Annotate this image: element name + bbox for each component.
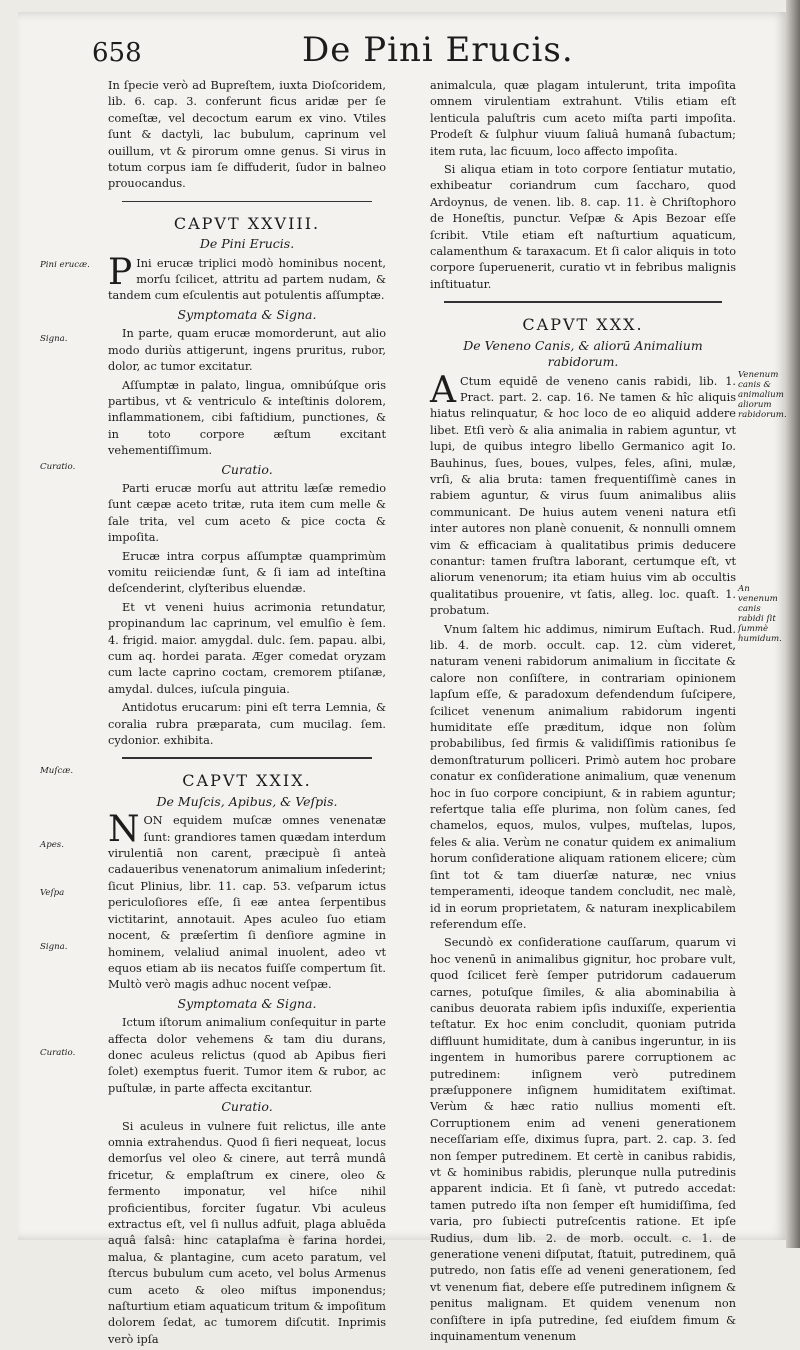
chapter-29-title: CAPVT XXIX.: [182, 771, 312, 791]
chapter-28-symptom-paragraph: In parte, quam erucæ momorderunt, aut alio modo duriùs attigerunt, ingens pruritus, rubor, dolor, ac tumor excitatur.: [108, 327, 386, 374]
chapter-29-cure-paragraph: Si aculeus in vulnere fuit relictus, ille ante omnia extrahendus. Quod ſi fieri nequeat, locus demorſus vel oleo & cinere, aut terrâ mundâ fricetur, & emplaſtrum ex cinere, oleo & fermento imponatur, vel hiſce nihil proficientibus, forciter ſugatur. Vbi aculeus extractus eſt, vel ſi nullus adfuit, plaga abluēda aquâ ſalsâ: hinc cataplaſma è farina hordei, malua, & plantagine, cum aceto paratum, vel ſtercus bubulum cum aceto, vel bolus Armenus cum aceto & oleo miſtus imponendus; naſturtium etiam aquaticum tritum & impoſitum dolorem ſedat, ac tumorem diſcutit. Inprimis verò ipſa: [108, 1119, 386, 1346]
chapter-30-intro: [430, 369, 736, 620]
chapter-28-intro-text: Ini erucæ triplici modò hominibus nocent, morſu ſcilicet, attritu ad partem nudam, & tandem cum eſculentis aut potulentis aſſumptæ.: [108, 256, 386, 303]
right-intro-paragraph: Si aliqua etiam in toto corpore ſentiatur mutatio, exhibeatur coriandrum cum ſaccharo, quod Ardoynus, de venen. lib. 8. cap. 11. è Chriſtophoro de Honeſtis, punctur. Veſpæ & Apis Bezoar eſſe ſcribit. Vtile etiam eſt naſturtium aquaticum, calamenthum & taraxacum. Et ſi calor aliquis in toto corpore ſuperuenerit, curatio vt in febribus malignis inſtituatur.: [430, 163, 736, 291]
left-column: [108, 78, 386, 1350]
page-edge-shadow: [786, 0, 800, 1248]
dropcap-p: P: [108, 251, 133, 293]
margin-note-apes: Apes.: [40, 840, 64, 850]
chapter-28-symptom-paragraph: Aſſumptæ in palato, lingua, omnibúſque oris partibus, vt & ventriculo & inteſtinis dolorem, inflammationem, cibi faſtidium, punctiones, & in toto corpore æſtum excitant vehementiſſimum.: [108, 378, 386, 458]
section-divider: [122, 757, 372, 759]
chapter-30-title: CAPVT XXX.: [522, 315, 644, 335]
chapter-28-cure-paragraph: Erucæ intra corpus aſſumptæ quamprimùm vomitu reiiciendæ ſunt, & ſi iam ad inteſtina deſcenderint, clyſteribus eluendæ.: [108, 549, 386, 596]
right-column: [430, 78, 736, 1347]
margin-note-an-venenum: An venenum canis rabidi ſit ſummè humidum.: [738, 584, 782, 644]
chapter-28-symptoms-heading: Symptomata & Signa.: [177, 306, 317, 322]
chapter-28-cure-paragraph: Et vt veneni huius acrimonia retundatur, propinandum lac caprinum, vel emulſio è ſem. 4. frigid. maior. amygdal. dulc. ſem. papau. albi, cum aq. hordei parata. Æger comedat oryzam cum lacte caprino coctam, cremorem ptiſanæ, amydal. dulces, iuſcula pinguia.: [108, 600, 386, 696]
margin-note-muscae: Muſcæ.: [40, 766, 74, 776]
margin-note-signa: Signa.: [40, 942, 68, 952]
section-divider: [122, 201, 372, 202]
dropcap-n: N: [108, 809, 140, 851]
chapter-30-subtitle: De Veneno Canis, & aliorū Animalium rabidorum.: [463, 337, 703, 370]
margin-note-curatio: Curatio.: [40, 1048, 76, 1058]
dropcap-a: A: [430, 369, 456, 411]
chapter-29-cure-heading: Curatio.: [221, 1099, 273, 1115]
chapter-29-intro-text: ON equidem muſcæ omnes venenatæ ſunt: grandiores tamen quædam interdum virulentiā non carent, præcipuè ſi anteà cadaueribus venenatorum animalium inſederint; ſicut Plinius, libr. 11. cap. 53. veſparum ictus periculoſiores eſſe, ſi eæ antea ſerpentibus victitarint, annotauit. Apes aculeo ſuo etiam nocent, & præſertim ſi denſiore agmine in hominem, velaliud animal inuolent, adeo vt equos etiam ab iis necatos fuiſſe compertum ſit. Multò verò magis adhuc nocent veſpæ.: [108, 814, 386, 992]
chapter-30-paragraph: Secundò ex conſideratione cauſſarum, quarum vi hoc venenū in animalibus gignitur, hoc probare vult, quod ſcilicet ferè ſemper putridorum cadauerum carnes, potuſque ſimiles, & alia abominabilia à canibus deuorata rabiem ipſis induxiſſe, experientia teſtatur. Ex hoc enim concludit, quoniam putrida diffluunt humiditate, dum à canibus ingeruntur, in iis ingentem in humoribus parere corruptionem ac putredinem: inſignem verò putredinem præſupponere inſignem humiditatem exiſtimat. Verùm & hæc ratio nullius momenti eſt. Corruptionem enim ad veneni generationem neceſſariam eſſe, diximus ſupra, part. 2. cap. 3. ſed non ſemper putredinem. Et certè in canibus rabidis, vt & hominibus rabidis, plerunque nulla putredinis apparent indicia. Et ſi ſanè, vt putredo accedat: tamen putredo iſta non ſemper eſt humidiſſima, ſed varia, pro ſubiecti putreſcentis ratione. Et ipſe Rudius, dum lib. 2. de morb. occult. c. 1. de generatione veneni diſputat, ſtatuit, putredinem, quā putredo, non ſatis eſſe ad veneni generationem, ſed vt venenum fiat, debere eſſe putredinem inſignem & penitus malignam. Et quidem venenum non conſiſtere in ipſa putredine, ſed eiuſdem fimum & inquinamentum venenum: [430, 936, 736, 1344]
chapter-28-subtitle: De Pini Erucis.: [199, 236, 295, 252]
chapter-28-intro: [108, 251, 386, 305]
running-title: De Pini Erucis.: [302, 30, 574, 70]
page-header: [92, 30, 692, 74]
margin-note-curatio: Curatio.: [40, 462, 76, 472]
margin-note-signa: Signa.: [40, 334, 68, 344]
chapter-28-cure-paragraph: Parti erucæ morſu aut attritu læſæ remedio ſunt cæpæ aceto tritæ, ruta item cum melle & ſale trita, vel cum aceto & pice cocta & impoſita.: [108, 481, 386, 545]
chapter-28-cure-heading: Curatio.: [221, 461, 273, 477]
chapter-29-subtitle: De Muſcis, Apibus, & Veſpis.: [156, 793, 338, 809]
page-number: 658: [92, 38, 142, 68]
chapter-28-cure-paragraph: Antidotus erucarum: pini eſt terra Lemnia, & coralia rubra præparata, cum mucilag. ſem. cydonior. exhibita.: [108, 701, 386, 748]
right-intro-paragraph: animalcula, quæ plagam intulerunt, trita impoſita omnem virulentiam extrahunt. Vtilis etiam eſt lenticula paluſtris cum aceto miſta parti impoſita. Prodeſt & ſulphur viuum ſaliuâ humanâ ſubactum; item ruta, lac ficuum, loco affecto impoſita.: [430, 79, 736, 158]
margin-note-venenum-canis: Venenum canis & animalium aliorum rabidorum.: [738, 370, 787, 420]
chapter-29-symptom-paragraph: Ictum iſtorum animalium conſequitur in parte affecta dolor vehemens & tam diu durans, donec aculeus relictus (quod ab Apibus fieri ſolet) exemptus fuerit. Tumor item & rubor, ac puſtulæ, in parte affecta excitantur.: [108, 1016, 386, 1095]
section-divider: [444, 301, 722, 303]
chapter-29-intro: [108, 809, 386, 993]
chapter-30-paragraph: Vnum ſaltem hic addimus, nimirum Euſtach. Rud. lib. 4. de morb. occult. cap. 12. cùm videret, naturam veneni rabidorum animalium in ſiccitate & calore non conſiſtere, in contrariam opinionem lapſum eſſe, & paradoxum defendendum ſuſcipere, ſcilicet venenum animalium rabidorum ingenti humiditate eſſe præditum, idque non ſolùm probabilibus, ſed firmis & validiſſimis rationibus ſe demonſtraturum polliceri. Primò autem hoc probare conatur ex conſideratione animalium, quæ venenum hoc in ſuo corpore concipiunt, & in rabiem aguntur; refertque talia eſſe plurima, non ſolùm canes, ſed chamelos, equos, mulos, vulpes, muſtelas, lupos, feles & alia. Verùm ne conatur quidem ex animalium horum conſideratione aliquam rationem elicere; cùm ſint tot & tam diuerſæ naturæ, nec vnius temperamenti, ideoque tandem concludit, nec malè, id in eorum proprietatem, & naturam inexplicabilem referendum eſſe.: [430, 622, 736, 931]
margin-note-vespa: Veſpa: [40, 888, 65, 898]
chapter-30-intro-text: Ctum equidē de veneno canis rabidi, lib. 1. Pract. part. 2. cap. 16. Ne tamen & hîc aliquis hiatus relinquatur, & hoc loco de eo aliquid addere libet. Etſi verò & alia animalia in rabiem aguntur, vt lupi, de quibus integro libello Germanico agit Io. Bauhinus, ſues, boues, vulpes, feles, aſini, mulæ, vrſi, & alia bruta: tamen frequentiſſimè canes in rabiem aguntur, & virus ſuum animalibus aliis communicant. De huius autem veneni natura etſi inter autores non planè conuenit, & nonnulli omnem vim & efficaciam à qualitatibus primis deducere conantur: tamen fruſtra laborant, certumque eſt, vt aliorum venenorum; ita etiam huius vim ab occultis qualitatibus prouenire, vt ſatis, alleg. loc. quaſt. 1. probatum.: [430, 374, 736, 618]
margin-note-pini-erucae: Pini erucæ.: [40, 260, 90, 270]
left-intro-paragraph: In ſpecie verò ad Bupreſtem, iuxta Dioſcoridem, lib. 6. cap. 3. conferunt ficus aridæ per ſe comeſtæ, vel decoctum earum ex vino. Vtiles ſunt & dactyli, lac bubulum, caprinum vel ouillum, vt & pirorum omne genus. Si virus in totum corpus iam ſe diffuderit, ſudor in balneo prouocandus.: [108, 79, 386, 191]
chapter-29-symptoms-heading: Symptomata & Signa.: [177, 995, 317, 1011]
chapter-28-title: CAPVT XXVIII.: [173, 213, 321, 233]
